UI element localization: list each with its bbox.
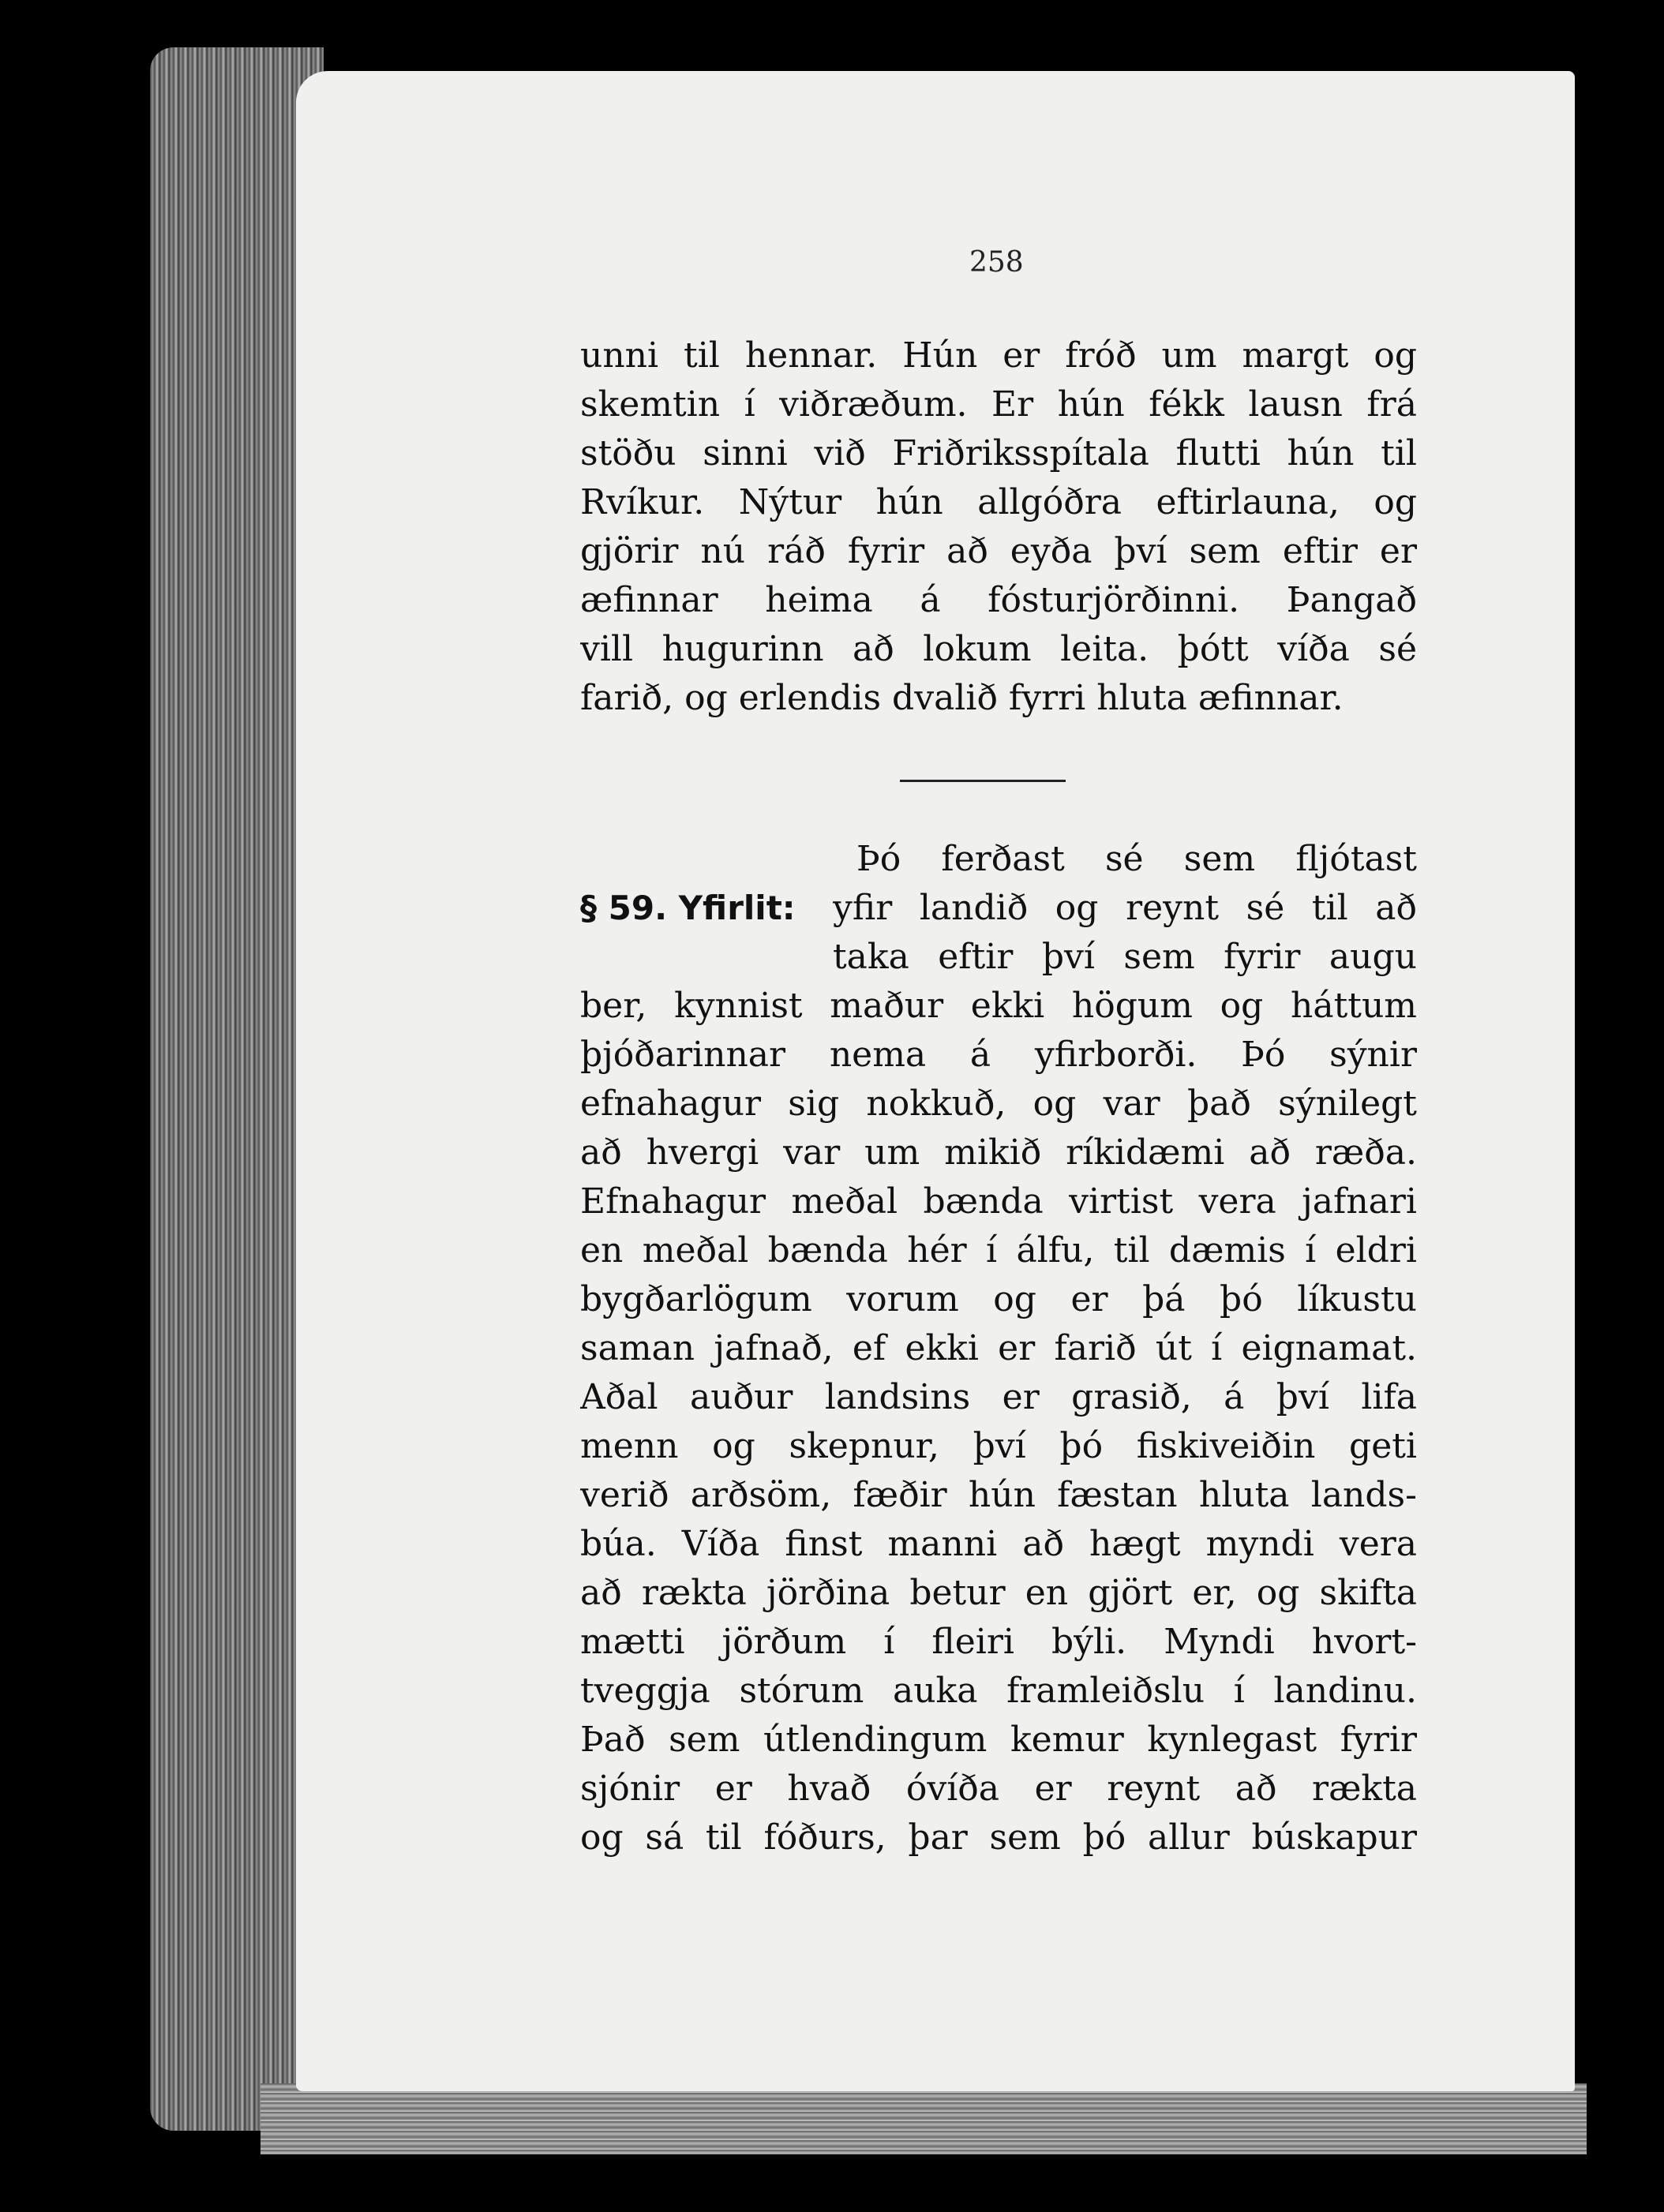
text-line: stöðu sinni við Friðriksspítala flutti hún til [580,433,1417,473]
text-line: vill hugurinn að lokum leita. þótt víða sé [580,629,1417,669]
text-line: saman jafnað, ef ekki er farið út í eignamat. [580,1328,1417,1368]
text-line: taka eftir því sem fyrir augu [833,937,1417,977]
section-divider [900,780,1066,782]
text-line: tveggja stórum auka framleiðslu í landinu. [580,1671,1417,1711]
text-line: að hvergi var um mikið ríkidæmi að ræða. [580,1132,1417,1173]
section-head-lines [833,835,1417,982]
section-heading: § 59. Yfirlit: [580,889,796,927]
paragraph-1 [580,331,1417,723]
text-line: æfinnar heima á fósturjörðinni. Þangað [580,580,1417,620]
text-line: búa. Víða finst manni að hægt myndi vera [580,1524,1417,1564]
text-line: að rækta jörðina betur en gjört er, og skifta [580,1573,1417,1613]
text-line: Þó ferðast sé sem fljótast [856,839,1417,879]
text-line: og sá til fóðurs, þar sem þó allur búskapur [580,1817,1417,1858]
text-line: en meðal bænda hér í álfu, til dæmis í eldri [580,1230,1417,1271]
text-line: verið arðsöm, fæðir hún fæstan hluta lands- [580,1475,1417,1515]
section-head [580,835,1417,982]
text-line: Efnahagur meðal bænda virtist vera jafnari [580,1181,1417,1222]
page-number: 258 [969,246,1024,279]
text-line: menn og skepnur, því þó fiskiveiðin geti [580,1426,1417,1466]
text-line: bygðarlögum vorum og er þá þó líkustu [580,1279,1417,1319]
text-line: þjóðarinnar nema á yfirborði. Þó sýnir [580,1035,1417,1075]
book-page-edges-bottom [260,2083,1587,2154]
paragraph-2 [580,982,1417,1862]
text-line: Aðal auður landsins er grasið, á því lifa [580,1377,1417,1417]
text-line: Rvíkur. Nýtur hún allgóðra eftirlauna, og [580,482,1417,522]
text-line: efnahagur sig nokkuð, og var það sýnilegt [580,1084,1417,1124]
text-line: yfir landið og reynt sé til að [833,888,1417,928]
text-line: sjónir er hvað óvíða er reynt að rækta [580,1768,1417,1809]
text-line: unni til hennar. Hún er fróð um margt og [580,335,1417,376]
text-line: ber, kynnist maður ekki högum og háttum [580,986,1417,1026]
text-line: mætti jörðum í fleiri býli. Myndi hvort- [580,1622,1417,1662]
text-line: Það sem útlendingum kemur kynlegast fyrir [580,1720,1417,1760]
text-line: farið, og erlendis dvalið fyrri hluta æfinnar. [580,678,1344,718]
text-line: skemtin í viðræðum. Er hún fékk lausn frá [580,384,1417,425]
text-line: gjörir nú ráð fyrir að eyða því sem eftir er [580,531,1417,571]
section-59 [580,835,1417,1862]
